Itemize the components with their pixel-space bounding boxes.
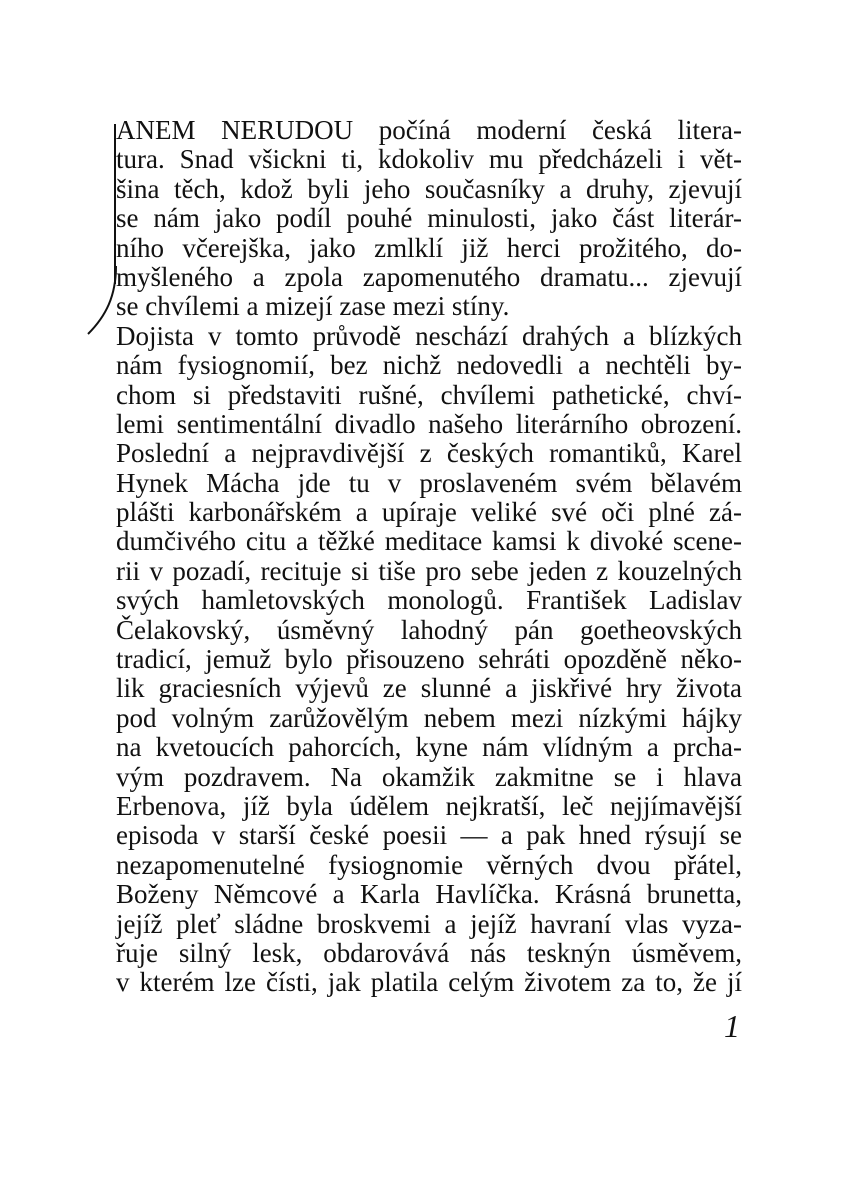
text-line: nezapomenutelné fysiognomie věrných dvou přátel, (116, 849, 742, 880)
text-line: ního včerejška, jako zmlklí již herci prožitého, do- (116, 232, 742, 263)
text-line: myšleného a zpola zapomenutého dramatu... zjevují (116, 261, 742, 292)
text-line: tradicí, jemuž bylo přisouzeno sehráti opozděně něko- (116, 644, 742, 675)
text-line: dumčivého citu a těžké meditace kamsi k divoké scene- (116, 526, 742, 557)
text-line: lik graciesních výjevů ze slunné a jiskřivé hry života (116, 673, 742, 704)
text-line: rii v pozadí, recituje si tiše pro sebe jeden z kouzelných (116, 555, 742, 586)
text-line: v kterém lze čísti, jak platila celým životem za to, že jí (116, 967, 742, 998)
text-line: chom si představiti rušné, chvílemi pathetické, chví- (116, 379, 742, 410)
text-line: svých hamletovských monologů. František Ladislav (116, 585, 742, 616)
text-line: episoda v starší české poesii — a pak hned rýsují se (116, 820, 742, 851)
page-number: 1 (724, 1008, 740, 1044)
text-line: tura. Snad všickni ti, kdokoliv mu předcházeli i vět- (116, 144, 742, 175)
text-line: nám fysiognomií, bez nichž nedovedli a nechtěli by- (116, 350, 742, 381)
text-line: vým pozdravem. Na okamžik zakmitne se i hlava (116, 761, 742, 792)
text-line: Erbenova, jíž byla údělem nejkratší, leč nejjímavější (116, 790, 742, 821)
text-line: plášti karbonářském a upíraje veliké své oči plné zá- (116, 497, 742, 528)
text-line: Hynek Mácha jde tu v proslaveném svém bělavém (116, 467, 742, 498)
text-line: pod volným zarůžovělým nebem mezi nízkými hájky (116, 702, 742, 733)
text-line: na kvetoucích pahorcích, kyne nám vlídným a prcha- (116, 732, 742, 763)
body-text (116, 116, 742, 998)
text-line: jejíž pleť sládne broskvemi a jejíž havraní vlas vyza- (116, 908, 742, 939)
text-line: ANEM NERUDOU počíná moderní česká litera- (116, 115, 742, 145)
text-line: šina těch, kdož byli jeho současníky a druhy, zjevují (116, 173, 742, 204)
text-line: Dojista v tomto průvodě neschází drahých a blízkých (116, 320, 742, 351)
text-line: Čelakovský, úsměvný lahodný pán goetheovských (116, 614, 742, 645)
text-line: řuje silný lesk, obdarovává nás tesknýn úsměvem, (116, 937, 742, 968)
text-line: Boženy Němcové a Karla Havlíčka. Krásná brunetta, (116, 879, 742, 910)
text-line: lemi sentimentální divadlo našeho literárního obrození. (116, 408, 742, 439)
text-line: se nám jako podíl pouhé minulosti, jako část literár- (116, 203, 742, 234)
text-line: Poslední a nejpravdivější z českých romantiků, Karel (116, 438, 742, 469)
text-line: se chvílemi a mizejí zase mezi stíny. (116, 291, 510, 322)
